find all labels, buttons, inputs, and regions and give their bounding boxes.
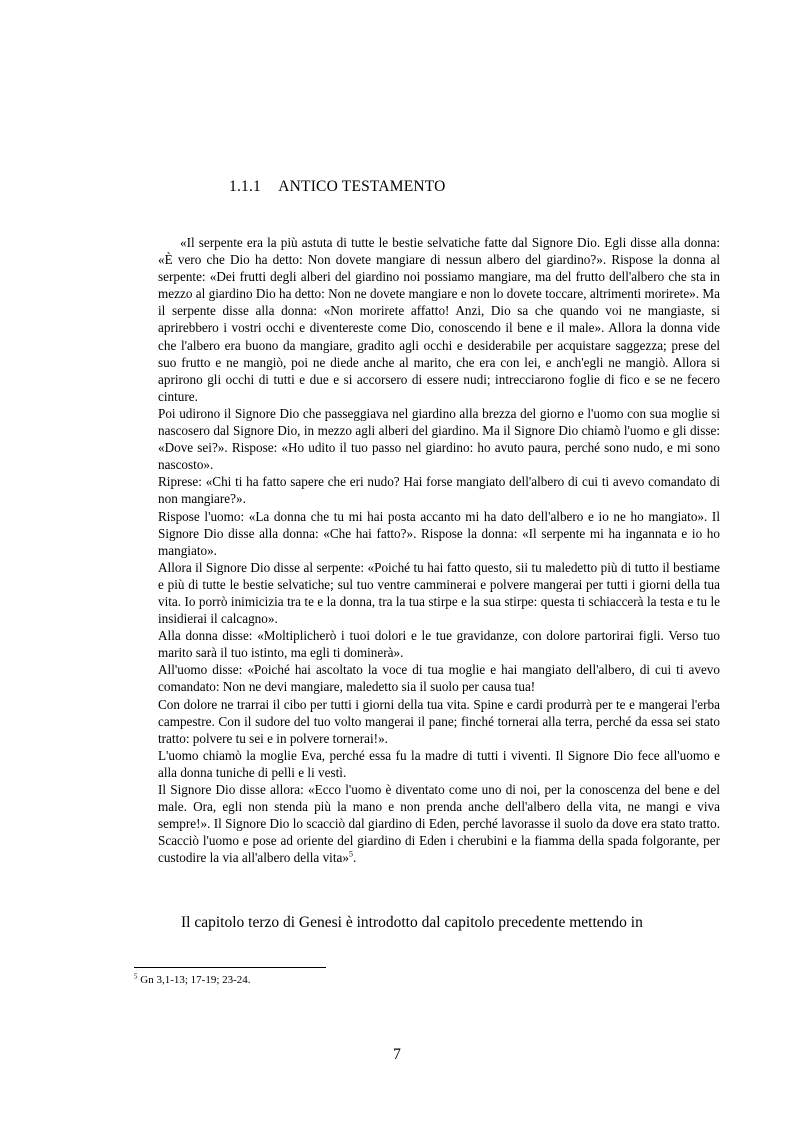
quote-closing: .	[352, 850, 357, 866]
quote-paragraph: L'uomo chiamò la moglie Eva, perché essa fu la madre di tutti i viventi. Il Signore Dio fece all'uomo e alla donna tuniche di pelli e li vestì.	[158, 747, 720, 780]
quote-paragraph: Poi udirono il Signore Dio che passeggiava nel giardino alla brezza del giorno e l'uomo con sua moglie si nascosero dal Signore Dio, in mezzo agli alberi del giardino. Ma il Signore Dio chiamò l'uomo e gli disse: «Dove sei?». Rispose: «Ho udito il tuo passo nel giardino: ho avuto paura, perché sono nudo, e mi sono nascosto».	[158, 405, 720, 473]
section-heading	[229, 178, 446, 196]
quote-last-text: Il Signore Dio disse allora: «Ecco l'uomo è diventato come uno di noi, per la conoscenza del bene e del male. Ora, egli non stenda più la mano e non prenda anche dell'albero della vita, ne mangi e viva sempre!». Il Signore Dio lo scacciò dal giardino di Eden, perché lavorasse il suolo da dove era stato tratto. Scacciò l'uomo e pose ad oriente del giardino di Eden i cherubini e la fiamma della spada folgorante, per custodire la via all'albero della vita»	[158, 782, 720, 866]
quote-paragraph: Alla donna disse: «Moltiplicherò i tuoi dolori e le tue gravidanze, con dolore partorirai figli. Verso tuo marito sarà il tuo istinto, ma egli ti dominerà».	[158, 628, 720, 661]
section-number: 1.1.1	[229, 178, 261, 195]
quote-paragraph: All'uomo disse: «Poiché hai ascoltato la voce di tua moglie e hai mangiato dell'albero, di cui ti avevo comandato: Non ne devi mangiare, maledetto sia il suolo per causa tua!	[158, 662, 720, 695]
page-number: 7	[393, 1046, 401, 1063]
footnote	[134, 974, 251, 986]
quote-paragraph: Con dolore ne trarrai il cibo per tutti i giorni della tua vita. Spine e cardi produrrà per te e mangerai l'erba campestre. Con il sudore del tuo volto mangerai il pane; finché tornerai alla terra, perché da essa sei stato tratto: polvere tu sei e in polvere tornerai!».	[158, 696, 720, 746]
scripture-quote	[158, 234, 720, 866]
quote-paragraph: Riprese: «Chi ti ha fatto sapere che eri nudo? Hai forse mangiato dell'albero di cui ti avevo comandato di non mangiare?».	[158, 474, 720, 507]
footnote-reference[interactable]: 5	[348, 849, 353, 859]
section-title: ANTICO TESTAMENTO	[278, 178, 446, 195]
quote-paragraph: Rispose l'uomo: «La donna che tu mi hai posta accanto mi ha dato dell'albero e io ne ho mangiato». Il Signore Dio disse alla donna: «Che hai fatto?». Rispose la donna: «Il serpente mi ha ingannata e io ho mangiato».	[158, 508, 720, 558]
footnote-number: 5	[134, 972, 138, 981]
quote-paragraph: Allora il Signore Dio disse al serpente: «Poiché tu hai fatto questo, sii tu maledetto più di tutto il bestiame e più di tutte le bestie selvatiche; sul tuo ventre camminerai e polvere mangerai per tutti i giorni della tua vita. Io porrò inimicizia tra te e la donna, tra la tua stirpe e la sua stirpe: questa ti schiaccerà la testa e tu le insidierai il calcagno».	[158, 559, 720, 627]
footnote-separator	[134, 967, 326, 968]
footnote-text: Gn 3,1-13; 17-19; 23-24.	[140, 974, 251, 986]
quote-paragraph: «Il serpente era la più astuta di tutte le bestie selvatiche fatte dal Signore Dio. Egli disse alla donna: «È vero che Dio ha detto: Non dovete mangiare di nessun albero del giardino?». Rispose la donna al serpente: «Dei frutti degli alberi del giardino noi possiamo mangiare, ma del frutto dell'albero che sta in mezzo al giardino Dio ha detto: Non ne dovete mangiare e non lo dovete toccare, altrimenti morirete». Ma il serpente disse alla donna: «Non morirete affatto! Anzi, Dio sa che quando voi ne mangiaste, si aprirebbero i vostri occhi e diventereste come Dio, conoscendo il bene e il male». Allora la donna vide che l'albero era buono da mangiare, gradito agli occhi e desiderabile per acquistare saggezza; prese del suo frutto e ne mangiò, poi ne diede anche al marito, che era con lei, e anch'egli ne mangiò. Allora si aprirono gli occhi di tutti e due e si accorsero di essere nudi; intrecciarono foglie di fico e se ne fecero cinture.	[158, 235, 720, 404]
quote-paragraph-last	[158, 781, 720, 866]
body-paragraph: Il capitolo terzo di Genesi è introdotto dal capitolo precedente mettendo in	[181, 914, 643, 931]
